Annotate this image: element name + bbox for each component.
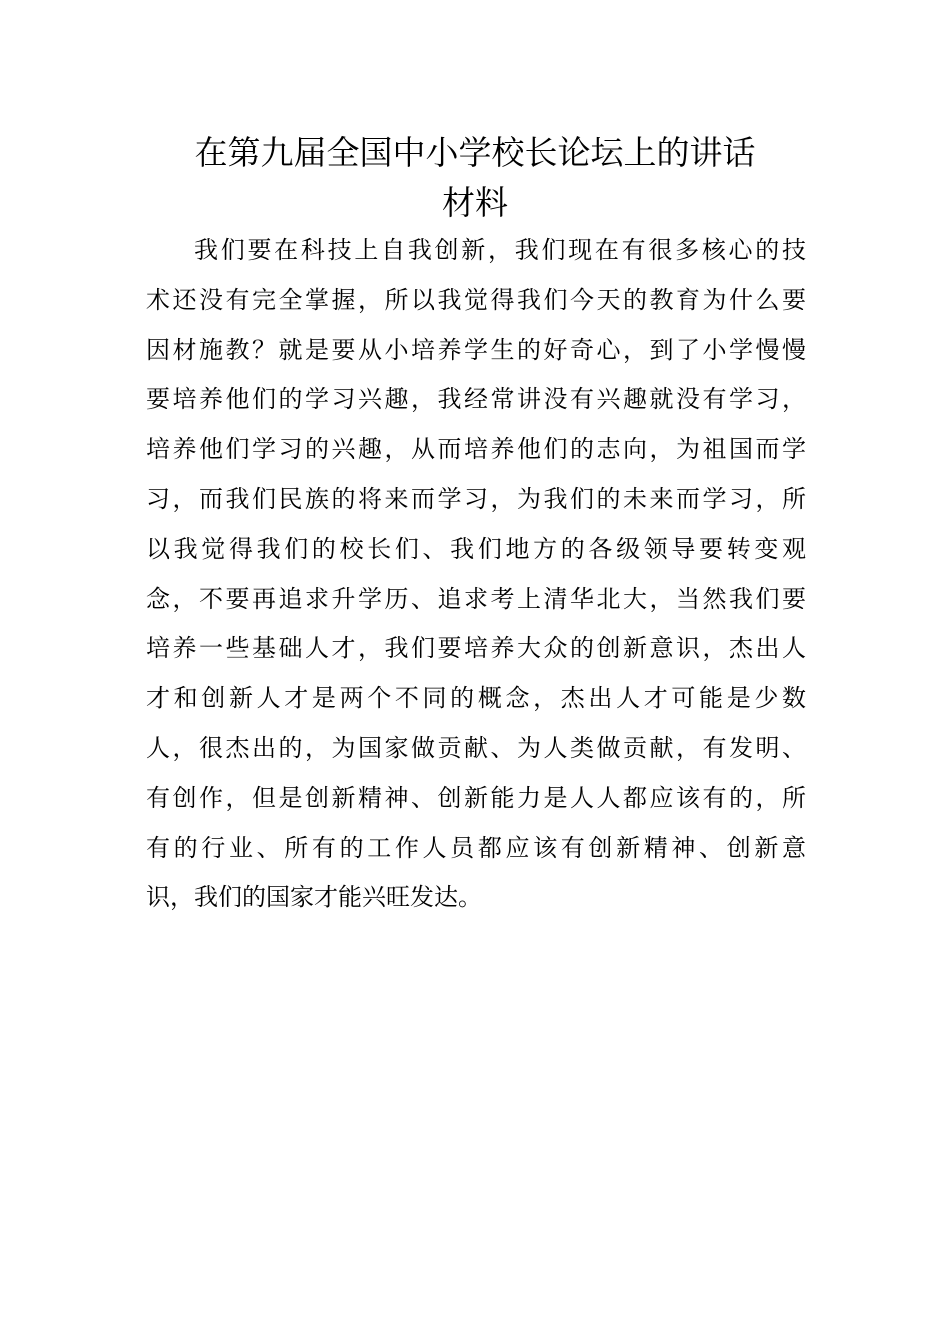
paragraph-line: 才和创新人才是两个不同的概念，杰出人才可能是少数 (146, 684, 806, 713)
paragraph-line: 念，不要再追求升学历、追求考上清华北大，当然我们要 (146, 584, 806, 613)
paragraph-line: 人，很杰出的，为国家做贡献、为人类做贡献，有发明、 (146, 733, 806, 762)
paragraph-line: 培养他们学习的兴趣，从而培养他们的志向，为祖国而学 (146, 435, 806, 464)
paragraph-line: 有创作，但是创新精神、创新能力是人人都应该有的，所 (146, 783, 806, 812)
speech-paragraph (146, 226, 806, 923)
title-line-1: 在第九届全国中小学校长论坛上的讲话 (194, 133, 756, 172)
paragraph-line: 要培养他们的学习兴趣，我经常讲没有兴趣就没有学习， (146, 385, 806, 414)
paragraph-line: 识，我们的国家才能兴旺发达。 (146, 883, 482, 912)
paragraph-line: 以我觉得我们的校长们、我们地方的各级领导要转变观 (146, 534, 806, 563)
paragraph-line: 习，而我们民族的将来而学习，为我们的未来而学习，所 (146, 484, 806, 513)
document-title (0, 128, 950, 228)
paragraph-line: 有的行业、所有的工作人员都应该有创新精神、创新意 (146, 833, 806, 862)
paragraph-line: 培养一些基础人才，我们要培养大众的创新意识，杰出人 (146, 634, 806, 663)
paragraph-line: 我们要在科技上自我创新，我们现在有很多核心的技 (194, 236, 806, 264)
paragraph-line: 因材施教？就是要从小培养学生的好奇心，到了小学慢慢 (146, 335, 806, 364)
title-line-2: 材料 (442, 183, 508, 222)
paragraph-line: 术还没有完全掌握，所以我觉得我们今天的教育为什么要 (146, 285, 806, 314)
